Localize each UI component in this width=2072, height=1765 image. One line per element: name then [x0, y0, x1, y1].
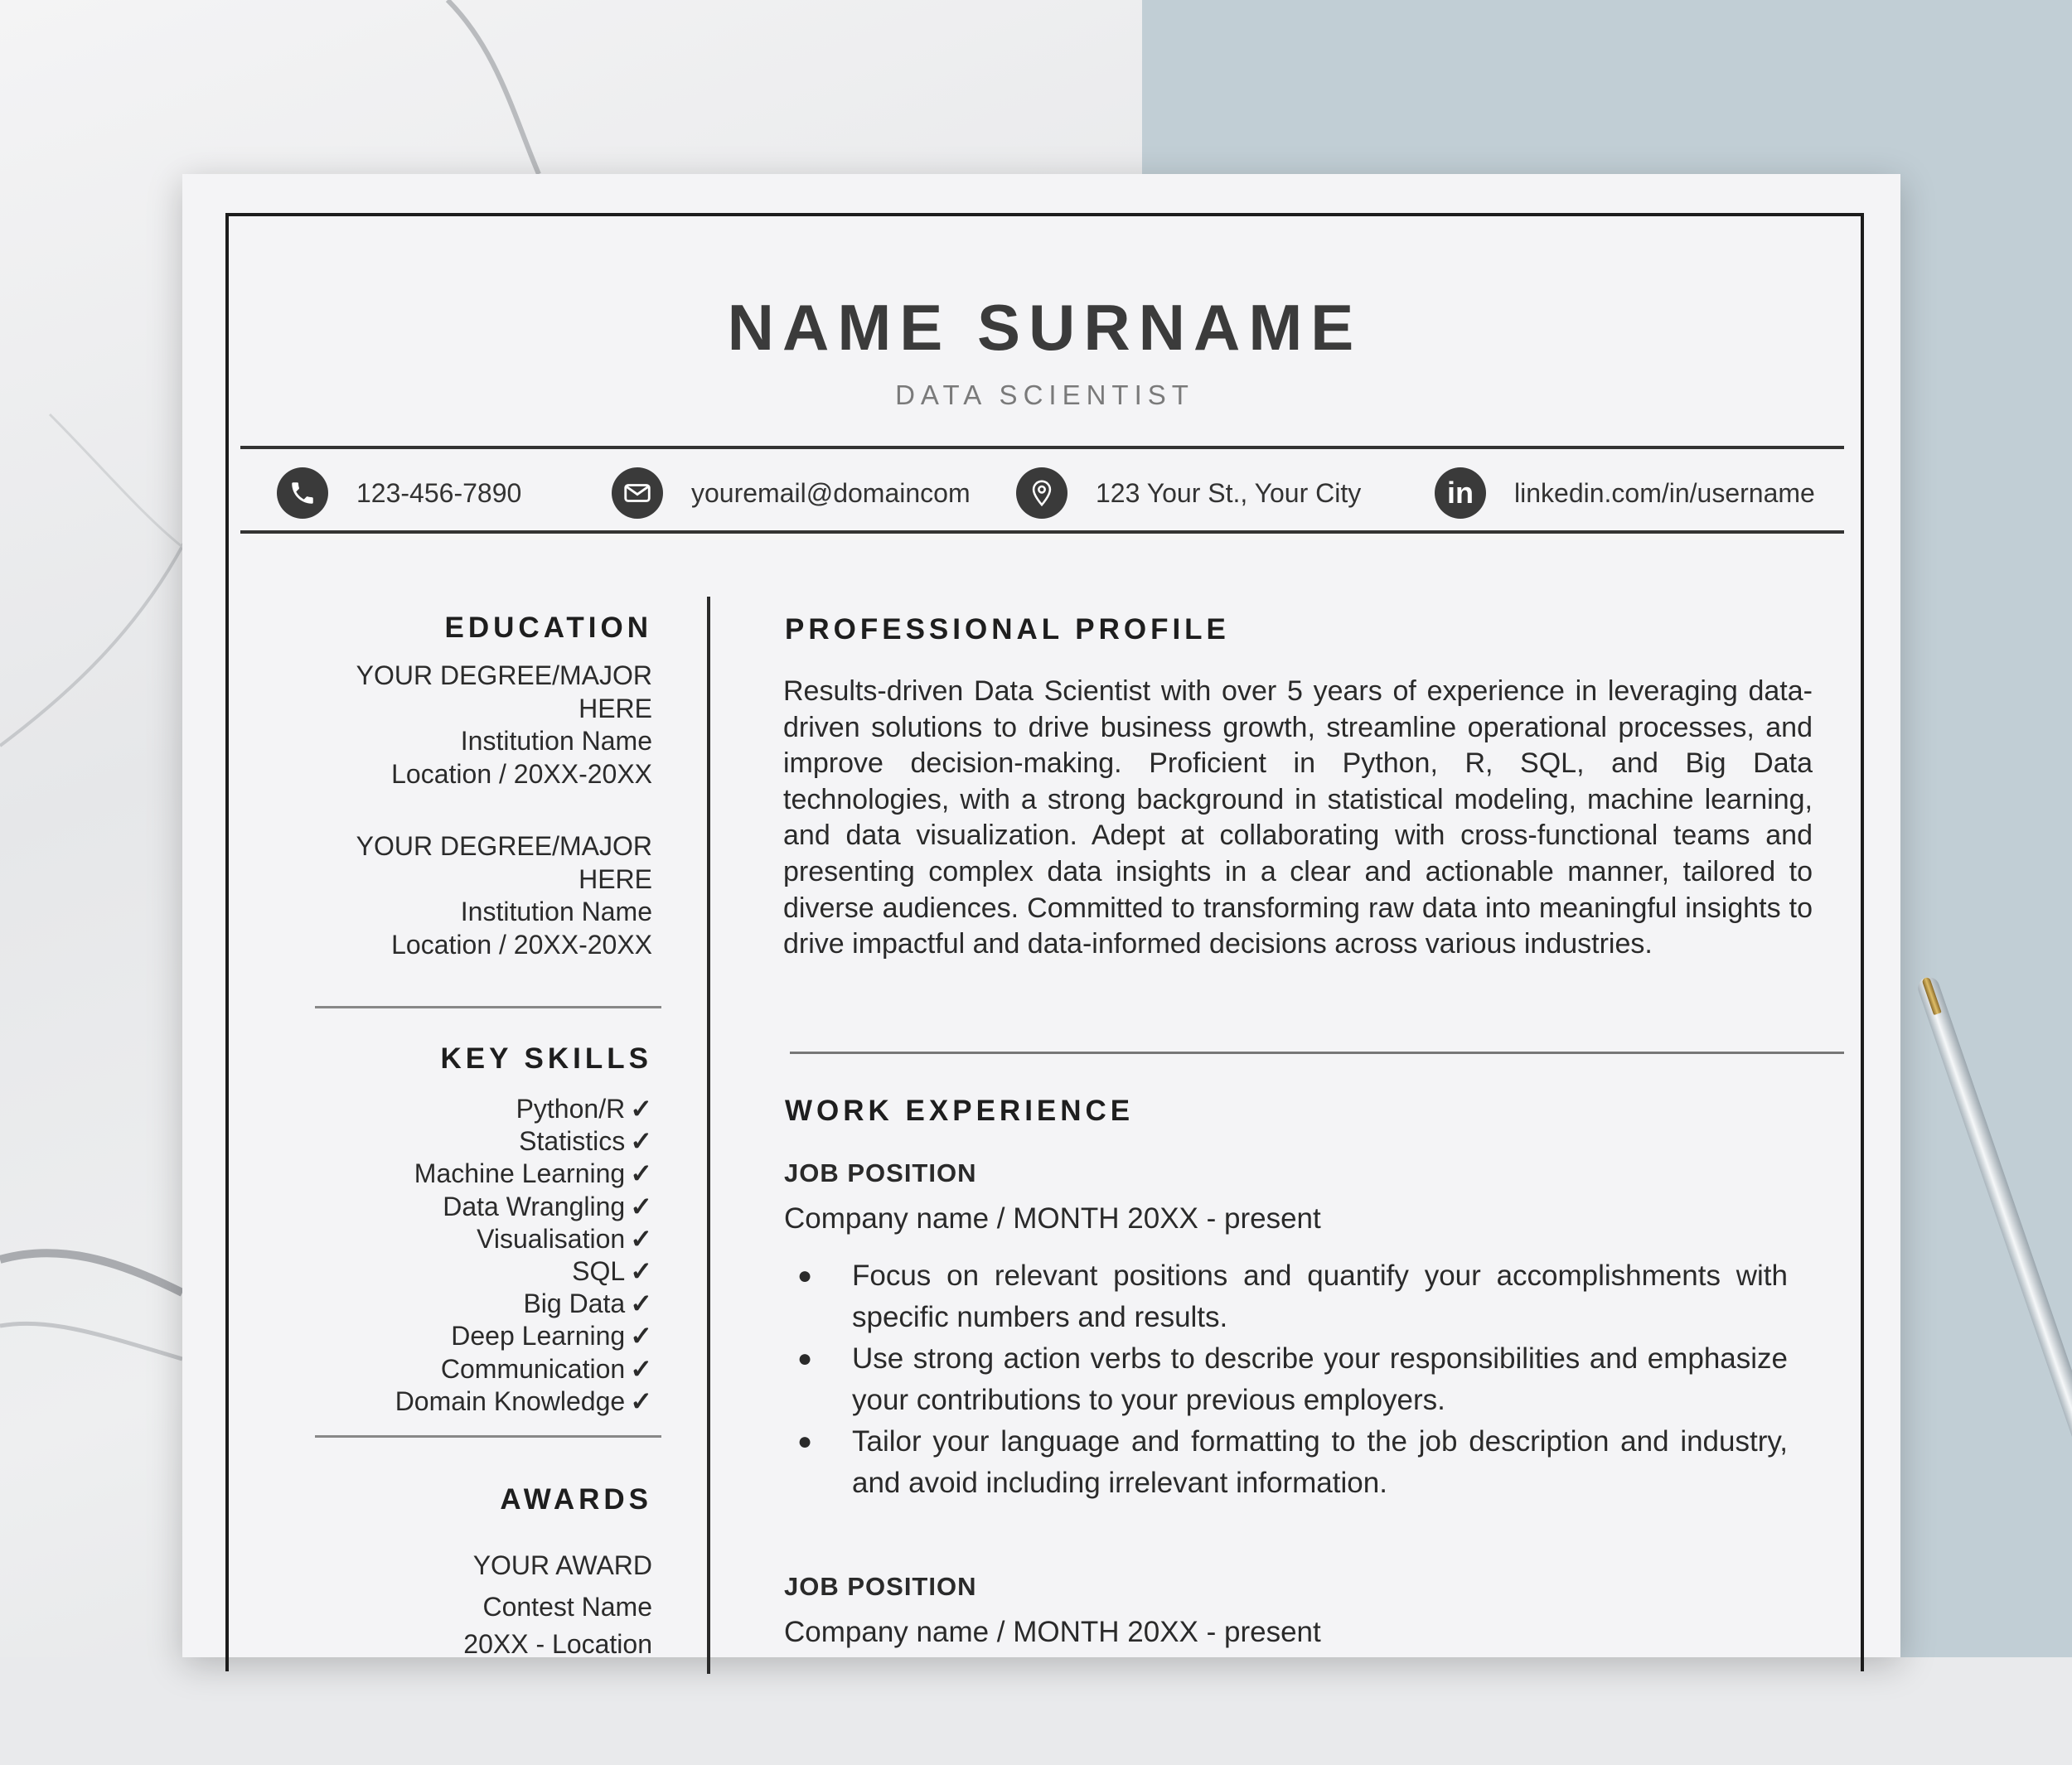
skill-item: Machine Learning ✓ — [414, 1158, 652, 1189]
bullet-icon: ● — [797, 1345, 813, 1372]
skill-item: SQL ✓ — [572, 1256, 652, 1287]
check-icon: ✓ — [630, 1126, 652, 1157]
skill-item: Communication ✓ — [440, 1353, 652, 1384]
skill-item: Data Wrangling ✓ — [443, 1191, 652, 1221]
profile-heading: PROFESSIONAL PROFILE — [785, 613, 1230, 646]
email-icon — [612, 467, 663, 519]
institution-name: Institution Name — [460, 726, 652, 756]
awards-heading: AWARDS — [500, 1483, 652, 1516]
degree-line: HERE — [579, 693, 652, 723]
skill-item: Deep Learning ✓ — [451, 1321, 652, 1352]
education-location: Location / 20XX-20XX — [391, 929, 652, 960]
skill-item: Big Data ✓ — [523, 1289, 652, 1319]
check-icon: ✓ — [630, 1094, 652, 1124]
resume-role: DATA SCIENTIST — [895, 380, 1194, 410]
check-icon: ✓ — [630, 1353, 652, 1384]
award-contest: Contest Name — [482, 1592, 652, 1622]
education-heading: EDUCATION — [444, 612, 652, 644]
job-company: Company name / MONTH 20XX - present — [784, 1202, 1321, 1235]
job-company: Company name / MONTH 20XX - present — [784, 1616, 1321, 1648]
skills-list — [249, 1093, 652, 1418]
experience-heading: WORK EXPERIENCE — [785, 1095, 1135, 1127]
check-icon: ✓ — [630, 1289, 652, 1319]
contact-row — [240, 452, 1844, 534]
column-divider — [707, 597, 710, 1674]
email-text: youremail@domaincom — [691, 477, 971, 508]
location-pin-icon — [1016, 467, 1067, 519]
bullet-item: ● Use strong action verbs to describe your responsibilities and emphasize your contributions to your previous employers. — [797, 1338, 1788, 1421]
linkedin-text: linkedin.com/in/username — [1514, 477, 1815, 508]
award-entry — [249, 1545, 652, 1661]
skill-item: Visualisation ✓ — [477, 1223, 652, 1254]
skills-section — [249, 1042, 652, 1076]
contact-email — [612, 452, 971, 534]
phone-icon — [277, 467, 328, 519]
job-position: JOB POSITION — [784, 1158, 977, 1187]
bullet-item: ● Focus on relevant positions and quantify your accomplishments with specific numbers and results. — [797, 1255, 1788, 1338]
skill-item: Python/R ✓ — [516, 1094, 652, 1124]
degree-line: YOUR DEGREE/MAJOR — [356, 660, 652, 690]
left-rule-1 — [315, 1006, 661, 1008]
bullet-item: ● Tailor your language and formatting to the job description and industry, and avoid including irrelevant information. — [797, 1421, 1788, 1504]
check-icon: ✓ — [630, 1321, 652, 1352]
education-entry-2 — [249, 830, 652, 961]
degree-line: YOUR DEGREE/MAJOR — [356, 831, 652, 861]
bullet-icon: ● — [797, 1428, 813, 1455]
check-icon: ✓ — [630, 1191, 652, 1221]
award-meta: 20XX - Location — [463, 1629, 652, 1659]
linkedin-icon — [1435, 467, 1486, 519]
header-rule-top — [240, 446, 1844, 449]
job-position: JOB POSITION — [784, 1572, 977, 1601]
address-text: 123 Your St., Your City — [1096, 477, 1362, 508]
job-bullets — [797, 1255, 1788, 1504]
right-rule — [790, 1052, 1844, 1054]
skill-item: Domain Knowledge ✓ — [395, 1385, 652, 1416]
education-location: Location / 20XX-20XX — [391, 758, 652, 789]
awards-section — [249, 1483, 652, 1516]
linkedin-glyph: in — [1447, 476, 1474, 510]
education-entry-1 — [249, 660, 652, 791]
resume-name: NAME SURNAME — [727, 291, 1363, 364]
check-icon: ✓ — [630, 1256, 652, 1287]
education-section — [249, 612, 652, 645]
degree-line: HERE — [579, 863, 652, 894]
skill-item: Statistics ✓ — [519, 1126, 652, 1157]
skills-heading: KEY SKILLS — [440, 1042, 652, 1075]
check-icon: ✓ — [630, 1385, 652, 1416]
phone-text: 123-456-7890 — [356, 477, 522, 508]
check-icon: ✓ — [630, 1158, 652, 1189]
profile-text: Results-driven Data Scientist with over 5 years of experience in leveraging data-driven solutions to drive business growth, streamline operational processes, and improve decision-making. Proficient in Python, R, SQL, and Big Data technologies, with a strong background in statistical modeling, machine learning, and data visualization. Adept at collaborating with cross-functional teams and presenting complex data insights in a clear and actionable manner, tailored to diverse audiences. Committed to transforming raw data into meaningful insights to drive impactful and data-informed decisions across various industries. — [783, 675, 1813, 960]
award-title: YOUR AWARD — [472, 1550, 652, 1580]
check-icon: ✓ — [630, 1223, 652, 1254]
institution-name: Institution Name — [460, 897, 652, 926]
left-rule-2 — [315, 1435, 661, 1438]
bullet-icon: ● — [797, 1262, 813, 1289]
contact-phone — [277, 452, 521, 534]
contact-address — [1016, 452, 1361, 534]
contact-linkedin — [1435, 452, 1815, 534]
